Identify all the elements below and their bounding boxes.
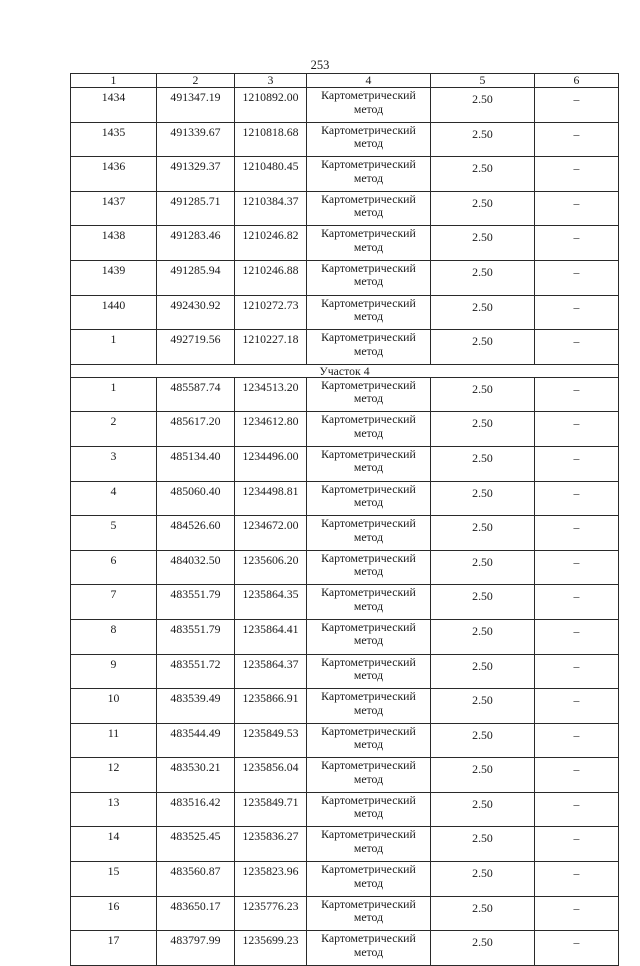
description-cell: – <box>535 377 619 412</box>
accuracy-cell: 2.50 <box>431 585 535 620</box>
table-row <box>71 226 619 261</box>
method-cell: Картометрический метод <box>307 446 431 481</box>
column-header: 6 <box>535 74 619 88</box>
table-row <box>71 377 619 412</box>
table-row <box>71 157 619 192</box>
accuracy-cell: 2.50 <box>431 689 535 724</box>
coord-y-cell: 1210272.73 <box>235 295 307 330</box>
coord-x-cell: 484526.60 <box>157 516 235 551</box>
section-title: Участок 4 <box>71 364 619 377</box>
accuracy-cell: 2.50 <box>431 412 535 447</box>
page-number: 253 <box>310 58 330 72</box>
column-header: 4 <box>307 74 431 88</box>
coord-x-cell: 491285.94 <box>157 260 235 295</box>
method-cell: Картометрический метод <box>307 654 431 689</box>
method-cell: Картометрический метод <box>307 862 431 897</box>
method-cell: Картометрический метод <box>307 516 431 551</box>
description-cell: – <box>535 896 619 931</box>
description-cell: – <box>535 412 619 447</box>
coord-y-cell: 1235776.23 <box>235 896 307 931</box>
coord-y-cell: 1210892.00 <box>235 88 307 123</box>
method-cell: Картометрический метод <box>307 412 431 447</box>
point-number-cell: 17 <box>71 931 157 966</box>
table-row <box>71 330 619 365</box>
point-number-cell: 1439 <box>71 260 157 295</box>
method-cell: Картометрический метод <box>307 792 431 827</box>
description-cell: – <box>535 226 619 261</box>
table-row <box>71 827 619 862</box>
accuracy-cell: 2.50 <box>431 654 535 689</box>
table-row <box>71 88 619 123</box>
coord-y-cell: 1235864.35 <box>235 585 307 620</box>
table-row <box>71 619 619 654</box>
method-cell: Картометрический метод <box>307 619 431 654</box>
description-cell: – <box>535 516 619 551</box>
description-cell: – <box>535 792 619 827</box>
method-cell: Картометрический метод <box>307 157 431 192</box>
coord-y-cell: 1235864.41 <box>235 619 307 654</box>
coord-x-cell: 483539.49 <box>157 689 235 724</box>
accuracy-cell: 2.50 <box>431 377 535 412</box>
point-number-cell: 8 <box>71 619 157 654</box>
table-row <box>71 191 619 226</box>
method-cell: Картометрический метод <box>307 896 431 931</box>
coord-x-cell: 483516.42 <box>157 792 235 827</box>
point-number-cell: 1436 <box>71 157 157 192</box>
description-cell: – <box>535 260 619 295</box>
table-row <box>71 689 619 724</box>
accuracy-cell: 2.50 <box>431 792 535 827</box>
coord-y-cell: 1235866.91 <box>235 689 307 724</box>
description-cell: – <box>535 122 619 157</box>
accuracy-cell: 2.50 <box>431 330 535 365</box>
description-cell: – <box>535 654 619 689</box>
coord-x-cell: 483551.72 <box>157 654 235 689</box>
description-cell: – <box>535 827 619 862</box>
coord-x-cell: 483544.49 <box>157 723 235 758</box>
coord-x-cell: 485617.20 <box>157 412 235 447</box>
coord-x-cell: 491329.37 <box>157 157 235 192</box>
point-number-cell: 6 <box>71 550 157 585</box>
column-header: 5 <box>431 74 535 88</box>
point-number-cell: 5 <box>71 516 157 551</box>
point-number-cell: 13 <box>71 792 157 827</box>
coord-y-cell: 1235699.23 <box>235 931 307 966</box>
point-number-cell: 7 <box>71 585 157 620</box>
coord-y-cell: 1234496.00 <box>235 446 307 481</box>
coord-y-cell: 1235823.96 <box>235 862 307 897</box>
method-cell: Картометрический метод <box>307 481 431 516</box>
description-cell: – <box>535 330 619 365</box>
accuracy-cell: 2.50 <box>431 122 535 157</box>
coord-y-cell: 1234513.20 <box>235 377 307 412</box>
coord-x-cell: 483551.79 <box>157 619 235 654</box>
coord-y-cell: 1210246.88 <box>235 260 307 295</box>
table-row <box>71 862 619 897</box>
coord-y-cell: 1235849.53 <box>235 723 307 758</box>
method-cell: Картометрический метод <box>307 827 431 862</box>
column-number-row <box>71 74 619 88</box>
coord-y-cell: 1235856.04 <box>235 758 307 793</box>
method-cell: Картометрический метод <box>307 122 431 157</box>
accuracy-cell: 2.50 <box>431 619 535 654</box>
description-cell: – <box>535 758 619 793</box>
accuracy-cell: 2.50 <box>431 295 535 330</box>
coord-x-cell: 485134.40 <box>157 446 235 481</box>
table-row <box>71 792 619 827</box>
accuracy-cell: 2.50 <box>431 226 535 261</box>
point-number-cell: 12 <box>71 758 157 793</box>
description-cell: – <box>535 862 619 897</box>
method-cell: Картометрический метод <box>307 260 431 295</box>
accuracy-cell: 2.50 <box>431 191 535 226</box>
description-cell: – <box>535 689 619 724</box>
point-number-cell: 16 <box>71 896 157 931</box>
point-number-cell: 4 <box>71 481 157 516</box>
table-row <box>71 585 619 620</box>
description-cell: – <box>535 550 619 585</box>
description-cell: – <box>535 88 619 123</box>
coord-x-cell: 491347.19 <box>157 88 235 123</box>
point-number-cell: 3 <box>71 446 157 481</box>
coord-y-cell: 1235864.37 <box>235 654 307 689</box>
description-cell: – <box>535 585 619 620</box>
method-cell: Картометрический метод <box>307 191 431 226</box>
description-cell: – <box>535 619 619 654</box>
method-cell: Картометрический метод <box>307 226 431 261</box>
coord-y-cell: 1234498.81 <box>235 481 307 516</box>
method-cell: Картометрический метод <box>307 585 431 620</box>
coord-x-cell: 491283.46 <box>157 226 235 261</box>
accuracy-cell: 2.50 <box>431 446 535 481</box>
coord-y-cell: 1235836.27 <box>235 827 307 862</box>
table-row <box>71 723 619 758</box>
column-header: 2 <box>157 74 235 88</box>
accuracy-cell: 2.50 <box>431 827 535 862</box>
coord-x-cell: 483551.79 <box>157 585 235 620</box>
table-row <box>71 758 619 793</box>
table-row <box>71 931 619 966</box>
table-row <box>71 260 619 295</box>
coord-x-cell: 483797.99 <box>157 931 235 966</box>
description-cell: – <box>535 157 619 192</box>
coord-x-cell: 484032.50 <box>157 550 235 585</box>
description-cell: – <box>535 295 619 330</box>
column-header: 1 <box>71 74 157 88</box>
coord-x-cell: 485060.40 <box>157 481 235 516</box>
coord-x-cell: 483525.45 <box>157 827 235 862</box>
point-number-cell: 1438 <box>71 226 157 261</box>
coord-y-cell: 1210818.68 <box>235 122 307 157</box>
coordinates-table <box>70 73 619 966</box>
coord-x-cell: 485587.74 <box>157 377 235 412</box>
point-number-cell: 1437 <box>71 191 157 226</box>
point-number-cell: 1440 <box>71 295 157 330</box>
method-cell: Картометрический метод <box>307 550 431 585</box>
column-header: 3 <box>235 74 307 88</box>
point-number-cell: 1 <box>71 377 157 412</box>
description-cell: – <box>535 191 619 226</box>
method-cell: Картометрический метод <box>307 931 431 966</box>
coord-y-cell: 1235849.71 <box>235 792 307 827</box>
table-row <box>71 654 619 689</box>
coord-y-cell: 1234672.00 <box>235 516 307 551</box>
point-number-cell: 1434 <box>71 88 157 123</box>
accuracy-cell: 2.50 <box>431 931 535 966</box>
method-cell: Картометрический метод <box>307 330 431 365</box>
coord-x-cell: 483530.21 <box>157 758 235 793</box>
accuracy-cell: 2.50 <box>431 516 535 551</box>
method-cell: Картометрический метод <box>307 88 431 123</box>
table-row <box>71 896 619 931</box>
description-cell: – <box>535 446 619 481</box>
description-cell: – <box>535 723 619 758</box>
table-row <box>71 446 619 481</box>
method-cell: Картометрический метод <box>307 723 431 758</box>
coord-y-cell: 1210480.45 <box>235 157 307 192</box>
accuracy-cell: 2.50 <box>431 896 535 931</box>
point-number-cell: 15 <box>71 862 157 897</box>
accuracy-cell: 2.50 <box>431 260 535 295</box>
coord-y-cell: 1210246.82 <box>235 226 307 261</box>
table-row <box>71 122 619 157</box>
accuracy-cell: 2.50 <box>431 157 535 192</box>
accuracy-cell: 2.50 <box>431 758 535 793</box>
section-row <box>71 364 619 377</box>
point-number-cell: 2 <box>71 412 157 447</box>
table-row <box>71 516 619 551</box>
point-number-cell: 9 <box>71 654 157 689</box>
table-row <box>71 550 619 585</box>
method-cell: Картометрический метод <box>307 689 431 724</box>
point-number-cell: 14 <box>71 827 157 862</box>
coord-x-cell: 491285.71 <box>157 191 235 226</box>
coord-x-cell: 483560.87 <box>157 862 235 897</box>
coord-x-cell: 492430.92 <box>157 295 235 330</box>
point-number-cell: 1435 <box>71 122 157 157</box>
point-number-cell: 1 <box>71 330 157 365</box>
table-row <box>71 412 619 447</box>
table-row <box>71 481 619 516</box>
accuracy-cell: 2.50 <box>431 88 535 123</box>
point-number-cell: 11 <box>71 723 157 758</box>
method-cell: Картометрический метод <box>307 295 431 330</box>
accuracy-cell: 2.50 <box>431 550 535 585</box>
coord-x-cell: 491339.67 <box>157 122 235 157</box>
accuracy-cell: 2.50 <box>431 862 535 897</box>
accuracy-cell: 2.50 <box>431 723 535 758</box>
description-cell: – <box>535 481 619 516</box>
coord-y-cell: 1234612.80 <box>235 412 307 447</box>
method-cell: Картометрический метод <box>307 758 431 793</box>
coord-x-cell: 483650.17 <box>157 896 235 931</box>
coord-y-cell: 1210227.18 <box>235 330 307 365</box>
description-cell: – <box>535 931 619 966</box>
coord-y-cell: 1210384.37 <box>235 191 307 226</box>
table-row <box>71 295 619 330</box>
method-cell: Картометрический метод <box>307 377 431 412</box>
coord-y-cell: 1235606.20 <box>235 550 307 585</box>
coord-x-cell: 492719.56 <box>157 330 235 365</box>
point-number-cell: 10 <box>71 689 157 724</box>
accuracy-cell: 2.50 <box>431 481 535 516</box>
